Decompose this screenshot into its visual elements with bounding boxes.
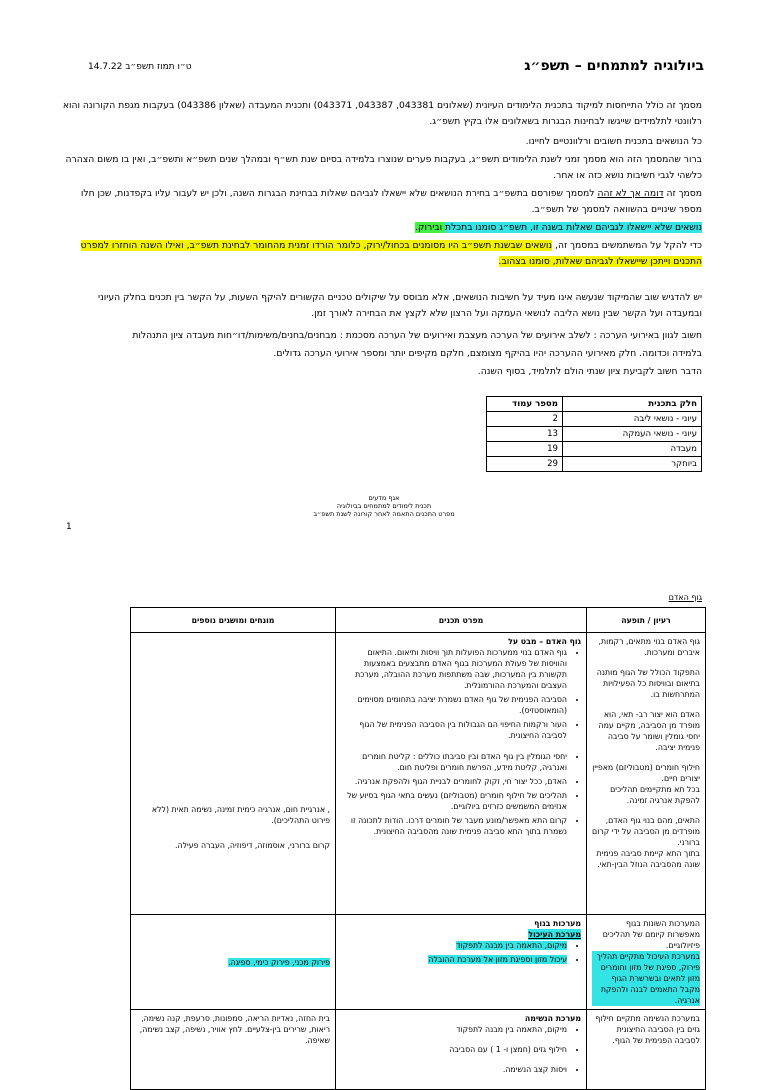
highlight-yellow-text: נושאים שבשנת תשפ״ב היו מסומנים בכחול/ירוק, כלומר הורדו זמנית מהחומר לבחינת תשפ״ב, ואילו השנה הוחזרו למפרט התכנים וייתכן שיישאלו לגביהם שאלות, סומנו בצהוב. <box>80 240 702 267</box>
intro-paragraph-1: מסמך זה כולל התייחסות למיקוד בתכנית הלימודים העיונית (שאלונים 043381, 043387, 043371) ותכנית המעבדה (שאלון 043386) בעקבות מגפת הקורונה והוא רלוונטי לתלמידים שייגשו לבחינות הבגרות בשאלונים אלו בקיץ תשפ״ג. <box>62 100 702 127</box>
content-item <box>341 940 567 951</box>
content-list <box>341 1024 581 1075</box>
idea-cell <box>587 915 706 1010</box>
terms-cell: בית החזה, נאדיות הריאה, סמפונות, סרעפת, קנה נשימה, ריאות, שרירים בין-צלעיים. לחץ אוויר, נשיפה, קצב נשימה, שאיפה. <box>131 1010 336 1090</box>
intro-p4-underline: דומה אך לא זהה <box>597 188 664 199</box>
idea-text: המערכות השונות בגוף מאפשרות קיומם של תהליכים פיזיולוגיים. <box>602 919 700 950</box>
content-cell <box>336 915 587 1010</box>
intro-paragraph-7: יש להדגיש שוב שהמיקוד שנעשה אינו מעיד על חשיבות הנושאים, אלא מבוסס על שיקולים טכניים הקשורים להיקף השעות, על הקשר בין תכנים בחלק העיוני ובמעבדה ועל הקשר שבין נושא הליבה לנושאי העמקה ועל הרצון שלא לקצץ את הבחירה לאורך זמן. <box>98 292 702 319</box>
intro-p4-pre: מסמך זה <box>663 188 702 199</box>
highlight-cyan-text: נושאים שלא יישאלו לגביהם שאלות בשנה זו, תשפ״ג סומנו בתכלת <box>445 222 702 233</box>
table-row <box>131 633 706 915</box>
content-item: • חילוף גזים (חמצן ו- 1 ) עם הסביבה <box>341 1044 567 1055</box>
content-list <box>341 940 581 965</box>
content-heading: מערכת הנשימה <box>524 1014 581 1023</box>
content-item: • קרום התא מאפשר/מונע מעבר של חומרים דרכו. הודות לתכונה זו נשמרת בתוך התא סביבה פנימית שונה מהסביבה החיצונית. <box>341 815 567 837</box>
intro-paragraph-3: ברור שהמסמך הזה הוא מסמך זמני לשנת הלימודים תשפ״ג, בעקבות פערים שנוצרו בלמידה בסיום שנת תש״ף ובמהלך שנים תשפ״א ותשפ״ב, ואין בו משום הצהרה כלשהי לגבי חשיבות נושא כזה או אחר. <box>65 154 702 181</box>
content-item: • מיקום, התאמה בין מבנה לתפקוד <box>341 1024 567 1035</box>
intro-p4-post: למסמך שפורסם בתשפ״ב בחירת הנושאים שלא יישאלו לגביהם שאלות בבחינת הבגרות השנה, ולכן יש לעבור עליו בקפדנות, שכן חלו מספר שינויים בהשוואה למסמך של תשפ״ב. <box>80 188 702 215</box>
toc-part: מעבדה <box>563 442 702 457</box>
toc-header-part: חלק בתכנית <box>563 397 702 412</box>
highlight-green-text: ובירוק. <box>415 222 446 233</box>
footer-line-1: אגף מדעים <box>368 494 400 502</box>
toc-page: 19 <box>487 442 563 457</box>
footer-line-3: מפרט התכנים התאמה לאחר קורונה לשנת תשפ״ב <box>313 510 455 518</box>
page-title: ביולוגיה למתמחים – תשפ״ג <box>524 58 704 74</box>
section-heading: גוף האדם <box>668 593 702 602</box>
idea-text: התאים, מהם בנוי גוף האדם, מופרדים מן הסביבה על ידי קרום ברורני. בתוך התא קיימת סביבה פנימית שונה מהסביבה הנוזל הבין-תאי. <box>592 816 700 869</box>
terms-cell <box>131 915 336 1010</box>
toc-table <box>486 396 702 472</box>
highlight-cyan-text: במערכת העיכול מתקיים תהליך פירוק, ספיגת של מזון וחומרים מזון לתאים ובשרשרת הגוף מקבל התאמים לבנה ולהפקת אנרגיה. <box>592 951 700 1006</box>
header-terms: מונחים ומושגים נוספים <box>131 608 336 633</box>
toc-page: 13 <box>487 427 563 442</box>
terms-cell <box>131 633 336 915</box>
page-number: 1 <box>66 522 72 532</box>
intro-paragraph-4 <box>62 186 702 218</box>
toc-page: 29 <box>487 457 563 472</box>
highlight-cyan-text: עיכול מזון וספיגת מזון אל מערכת ההובלה <box>428 955 567 964</box>
toc-row <box>487 457 702 472</box>
idea-text: התפקוד הכולל של הגוף מותנה בתיאום ובוויסות כל הפעילויות המתרחשות בו. <box>596 668 700 699</box>
content-item: • האדם, ככל יצור חי, זקוק לחומרים לבניית הגוף ולהפקת אנרגיה. <box>341 776 567 787</box>
intro-paragraph-8: חשוב לגוון באירועי הערכה : לשלב אירועים של הערכה מעצבת ואירועים של הערכה מסכמת : מבחנים/בחנים/משימות/דו״חות מעבדה ציון התנהלות <box>132 330 702 341</box>
intro-p6-pre: כדי להקל על המשתמשים במסמך זה, <box>552 240 702 251</box>
idea-cell: במערכת הנשימה מתקיים חילוף גזים בין הסביבה החיצונית לסביבה הפנימית של הגוף. <box>587 1010 706 1090</box>
content-item <box>341 954 567 965</box>
highlight-cyan-text: פירוק מכני, פירוק כימי, ספיגה. <box>228 957 330 967</box>
content-item: • העור ורקמות החיפוי הם הגבולות בין הסביבה הפנימית של הגוף לסביבה החיצונית. <box>341 719 567 741</box>
table-row <box>131 1010 706 1090</box>
content-item: • ויסות קצב הנשימה. <box>341 1064 567 1075</box>
terms-text: קרום ברורני, אוסמוזה, דיפוזיה, העברה פעילה. <box>175 841 330 850</box>
intro-paragraph-9: בלמידה וכדומה. חלק מאירועי ההערכה יהיו בהיקף מצומצם, חלקם מקיפים יותר ומספר אירועי הערכה גדולים. <box>273 348 702 359</box>
intro-paragraph-10: הדבר חשוב לקביעת ציון שנתי הולם לתלמיד, בסוף השנה. <box>477 366 702 377</box>
curriculum-table <box>130 607 706 1090</box>
curriculum-header-row <box>131 608 706 633</box>
content-cell <box>336 633 587 915</box>
content-heading: מערכות בגוף <box>534 919 581 928</box>
toc-page: 2 <box>487 412 563 427</box>
terms-text: , אנרגיית חום, אנרגיה כימית זמינה, נשימה תאית (ללא פירוט התהליכים). <box>151 805 330 825</box>
document-date: ט״ו תמוז תשפ״ב 14.7.22 <box>88 62 192 72</box>
page-footer <box>234 494 534 518</box>
toc-part: עיוני - נושאי העמקה <box>563 427 702 442</box>
header-content: מפרט תכנים <box>336 608 587 633</box>
toc-header-row <box>487 397 702 412</box>
toc-part: עיוני - נושאי ליבה <box>563 412 702 427</box>
intro-paragraph-2: כל הנושאים בתכנית חשובים ורלוונטיים לחיינו. <box>525 136 702 147</box>
toc-part: ביוחקר <box>563 457 702 472</box>
content-list <box>341 647 581 837</box>
idea-cell <box>587 633 706 915</box>
content-cell <box>336 1010 587 1090</box>
table-row <box>131 915 706 1010</box>
idea-text: האדם הוא יצור רב- תאי, הוא מופרד מן הסביבה, מקיים עמה יחסי גומלין ושומר על סביבה פנימית יציבה. <box>598 710 700 752</box>
idea-text: גוף האדם בנוי מתאים, רקמות, איברים ומערכות. <box>598 637 700 657</box>
content-heading: גוף האדם – מבט על <box>508 637 581 646</box>
intro-paragraph-5 <box>62 220 702 236</box>
content-subheading: מערכת העיכול <box>528 930 581 939</box>
footer-line-2: תכנית לימודים למתמחים בביולוגיה <box>336 502 432 510</box>
content-item: • הסביבה הפנימית של גוף האדם נשמרת יציבה בתחומים מסוימים (הומאוסטזיס). <box>341 694 567 716</box>
highlight-cyan-text: מיקום, התאמה בין מבנה לתפקוד <box>456 941 567 950</box>
content-item: • יחסי הגומלין בין גוף האדם ובין סביבתו כוללים : קליטת חומרים ואנרגיה, קליטת מידע, הפרשת חומרים ופליטת חום. <box>341 751 567 773</box>
intro-paragraph-6 <box>62 238 702 270</box>
content-item: • גוף האדם בנוי ממערכות הפועלות תוך וויסות ותיאום. התיאום והוויסות של פעולת המערכות בגוף האדם מתבצעים באמצעות תקשורת בין המערכות, שבה משתתפות מערכת ההובלה, מערכת העצבים והמערכת ההורמונלית. <box>341 647 567 691</box>
idea-text: חילוף חומרים (מטבוליזם) מאפיין יצורים חיים. בכל תא מתקיימים תהליכים להפקת אנרגיה זמינה. <box>592 763 700 805</box>
toc-header-page: מספר עמוד <box>487 397 563 412</box>
toc-row <box>487 427 702 442</box>
toc-row <box>487 442 702 457</box>
content-item: • תהליכים של חילוף חומרים (מטבוליזם) נעשים בתאי הגוף בסיוע של אנזימים המשמשים כזרזים ביולוגיים. <box>341 790 567 812</box>
toc-row <box>487 412 702 427</box>
header-idea: רעיון / תופעה <box>587 608 706 633</box>
